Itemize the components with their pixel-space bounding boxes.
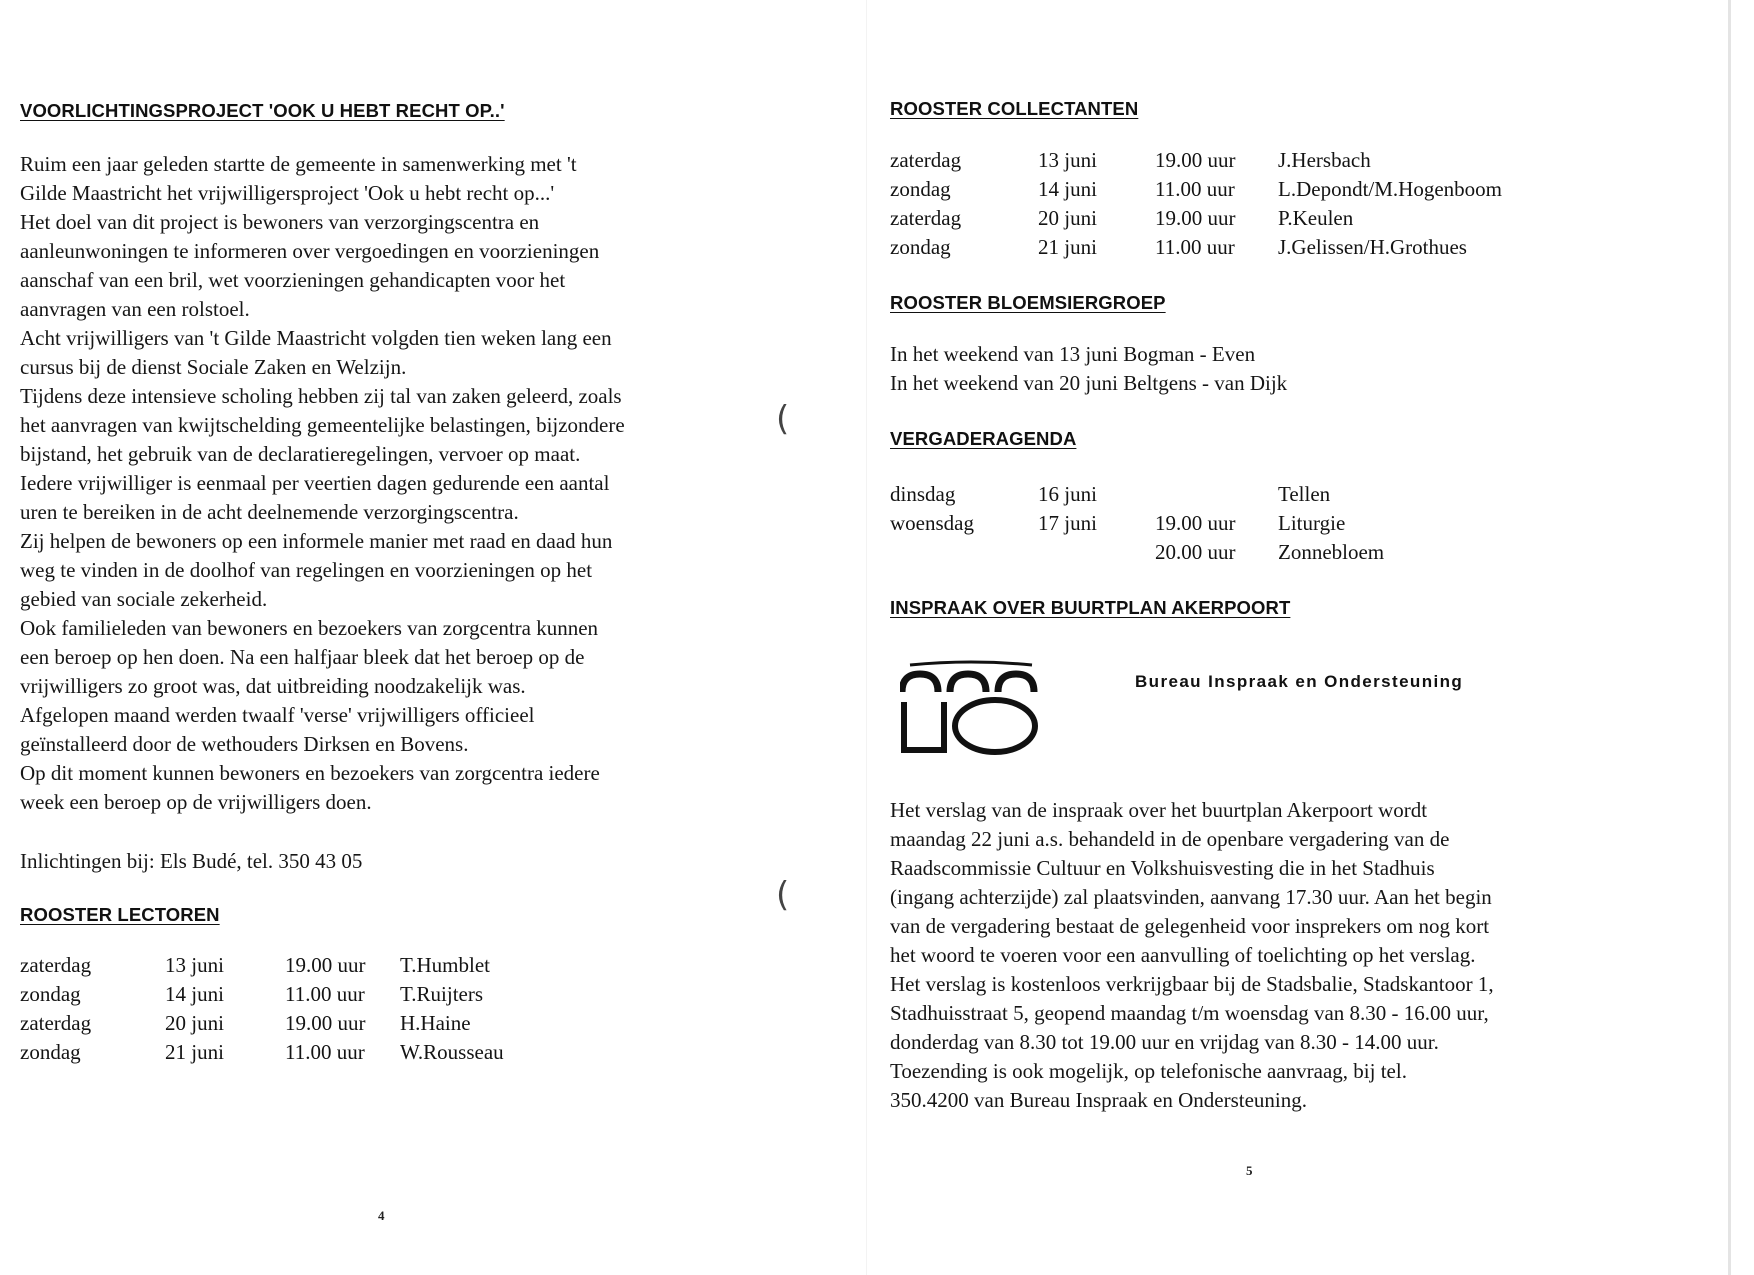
text-line: vrijwilligers zo groot was, dat uitbreiding noodzakelijk was.	[20, 674, 526, 698]
lectoren-title: ROOSTER LECTOREN	[20, 904, 220, 925]
cell-name: P.Keulen	[1278, 206, 1354, 230]
text-line: week een beroep op de vrijwilligers doen.	[20, 790, 372, 814]
cell-date: 13 juni	[1038, 148, 1097, 172]
bloemsiergroep-body	[890, 340, 1287, 398]
cell-name: T.Humblet	[400, 953, 491, 977]
table-row	[890, 204, 1502, 233]
vergaderagenda-title: VERGADERAGENDA	[890, 428, 1077, 449]
binding-hole-mark: (	[776, 875, 790, 915]
text-line: geïnstalleerd door de wethouders Dirksen en Bovens.	[20, 732, 469, 756]
cell-topic: Liturgie	[1278, 511, 1346, 535]
cell-day	[890, 538, 1038, 567]
table-row	[20, 980, 504, 1009]
text-line: een beroep op hen doen. Na een halfjaar bleek dat het beroep op de	[20, 645, 585, 669]
collectanten-table	[890, 146, 1502, 262]
text-line: Het doel van dit project is bewoners van verzorgingscentra en	[20, 210, 540, 234]
binding-hole-mark: (	[776, 399, 790, 439]
cell-time: 19.00 uur	[1155, 511, 1236, 535]
cell-day: zaterdag	[20, 1011, 92, 1035]
text-line: bijstand, het gebruik van de declaratieregelingen, vervoer op maat.	[20, 442, 581, 466]
cell-day: zondag	[890, 235, 951, 259]
cell-time: 11.00 uur	[285, 1040, 365, 1064]
table-row	[890, 509, 1384, 538]
cell-time: 11.00 uur	[1155, 177, 1235, 201]
cell-day: zondag	[890, 177, 951, 201]
cell-name: J.Hersbach	[1278, 148, 1371, 172]
cell-date: 14 juni	[165, 982, 224, 1006]
text-line: het aanvragen van kwijtschelding gemeentelijke belastingen, bijzondere	[20, 413, 625, 437]
text-line: Stadhuisstraat 5, geopend maandag t/m woensdag van 8.30 - 16.00 uur,	[890, 1001, 1489, 1025]
text-line: van de vergadering bestaat de gelegenheid voor insprekers om nog kort	[890, 914, 1490, 938]
text-line: Tijdens deze intensieve scholing hebben zij tal van zaken geleerd, zoals	[20, 384, 622, 408]
table-row	[890, 480, 1384, 509]
text-line: 350.4200 van Bureau Inspraak en Ondersteuning.	[890, 1088, 1307, 1112]
text-line: gebied van sociale zekerheid.	[20, 587, 268, 611]
cell-date: 17 juni	[1038, 511, 1097, 535]
cell-day: zondag	[20, 1040, 81, 1064]
collectanten-title: ROOSTER COLLECTANTEN	[890, 98, 1139, 119]
cell-time	[1155, 480, 1278, 509]
table-row	[20, 951, 504, 980]
scan-edge	[1728, 0, 1731, 1275]
page-number-right: 5	[1246, 1163, 1253, 1178]
page-number-left: 4	[378, 1208, 385, 1223]
text-line: Op dit moment kunnen bewoners en bezoekers van zorgcentra iedere	[20, 761, 600, 785]
cell-topic: Tellen	[1278, 482, 1331, 506]
cell-day: zaterdag	[20, 953, 92, 977]
cell-date: 21 juni	[1038, 235, 1097, 259]
cell-day: zondag	[20, 982, 81, 1006]
text-line: (ingang achterzijde) zal plaatsvinden, aanvang 17.30 uur. Aan het begin	[890, 885, 1492, 909]
cell-day: zaterdag	[890, 148, 962, 172]
cell-date: 14 juni	[1038, 177, 1097, 201]
table-row	[20, 1009, 504, 1038]
text-line: uren te bereiken in de acht deelnemende verzorgingscentra.	[20, 500, 519, 524]
inspraak-body	[890, 796, 1494, 1115]
table-row	[890, 146, 1502, 175]
text-line: het woord te voeren voor een aanvulling of toelichting op het verslag.	[890, 943, 1476, 967]
text-line: Het verslag van de inspraak over het buurtplan Akerpoort wordt	[890, 798, 1428, 822]
table-row	[890, 538, 1384, 567]
cell-time: 19.00 uur	[1155, 206, 1236, 230]
text-line: Zij helpen de bewoners op een informele manier met raad en daad hun	[20, 529, 613, 553]
text-line: In het weekend van 20 juni Beltgens - van Dijk	[890, 371, 1288, 395]
logo-text: Bureau Inspraak en Ondersteuning	[1135, 672, 1464, 691]
text-line: Raadscommissie Cultuur en Volkshuisvesting die in het Stadhuis	[890, 856, 1435, 880]
contact-line: Inlichtingen bij: Els Budé, tel. 350 43 05	[20, 849, 363, 873]
cell-time: 11.00 uur	[285, 982, 365, 1006]
text-line: Gilde Maastricht het vrijwilligersproject 'Ook u hebt recht op...'	[20, 181, 555, 205]
cell-topic: Zonnebloem	[1278, 540, 1385, 564]
article-title: VOORLICHTINGSPROJECT 'OOK U HEBT RECHT OP..'	[20, 100, 505, 121]
cell-date: 21 juni	[165, 1040, 224, 1064]
cell-time: 20.00 uur	[1155, 540, 1236, 564]
text-line: cursus bij de dienst Sociale Zaken en Welzijn.	[20, 355, 407, 379]
text-line: Ruim een jaar geleden startte de gemeente in samenwerking met 't	[20, 152, 577, 176]
text-line: In het weekend van 13 juni Bogman - Even	[890, 342, 1256, 366]
cell-day: woensdag	[890, 511, 974, 535]
text-line: Afgelopen maand werden twaalf 'verse' vrijwilligers officieel	[20, 703, 535, 727]
cell-name: J.Gelissen/H.Grothues	[1278, 235, 1467, 259]
text-line: donderdag van 8.30 tot 19.00 uur en vrijdag van 8.30 - 14.00 uur.	[890, 1030, 1439, 1054]
text-line: Acht vrijwilligers van 't Gilde Maastricht volgden tien weken lang een	[20, 326, 612, 350]
cell-time: 11.00 uur	[1155, 235, 1235, 259]
cell-time: 19.00 uur	[285, 1011, 366, 1035]
text-line: aanvragen van een rolstoel.	[20, 297, 250, 321]
text-line: aanschaf van een bril, wet voorzieningen gehandicapten voor het	[20, 268, 566, 292]
article-body	[20, 150, 625, 817]
cell-date: 20 juni	[165, 1011, 224, 1035]
cell-name: T.Ruijters	[400, 982, 484, 1006]
table-row	[20, 1038, 504, 1067]
text-line: aanleunwoningen te informeren over vergoedingen en voorzieningen	[20, 239, 600, 263]
cell-date: 16 juni	[1038, 482, 1097, 506]
inspraak-title: INSPRAAK OVER BUURTPLAN AKERPOORT	[890, 597, 1291, 618]
cell-name: H.Haine	[400, 1011, 471, 1035]
cell-date: 20 juni	[1038, 206, 1097, 230]
text-line: Toezending is ook mogelijk, op telefonische aanvraag, bij tel.	[890, 1059, 1407, 1083]
bio-logo-image	[900, 656, 1042, 756]
cell-day: zaterdag	[890, 206, 962, 230]
text-line: Iedere vrijwilliger is eenmaal per veertien dagen gedurende een aantal	[20, 471, 610, 495]
table-row	[890, 175, 1502, 204]
vergaderagenda-table	[890, 480, 1384, 567]
text-line: weg te vinden in de doolhof van regelingen en voorzieningen op het	[20, 558, 593, 582]
table-row	[890, 233, 1502, 262]
text-line: Ook familieleden van bewoners en bezoekers van zorgcentra kunnen	[20, 616, 599, 640]
text-line: Het verslag is kostenloos verkrijgbaar bij de Stadsbalie, Stadskantoor 1,	[890, 972, 1494, 996]
cell-time: 19.00 uur	[285, 953, 366, 977]
cell-name: W.Rousseau	[400, 1040, 504, 1064]
left-page	[0, 0, 866, 1275]
cell-name: L.Depondt/M.Hogenboom	[1278, 177, 1502, 201]
cell-date: 13 juni	[165, 953, 224, 977]
cell-date	[1038, 538, 1155, 567]
bloemsiergroep-title: ROOSTER BLOEMSIERGROEP	[890, 292, 1166, 313]
cell-time: 19.00 uur	[1155, 148, 1236, 172]
cell-day: dinsdag	[890, 482, 956, 506]
lectoren-table	[20, 951, 504, 1067]
text-line: maandag 22 juni a.s. behandeld in de openbare vergadering van de	[890, 827, 1450, 851]
